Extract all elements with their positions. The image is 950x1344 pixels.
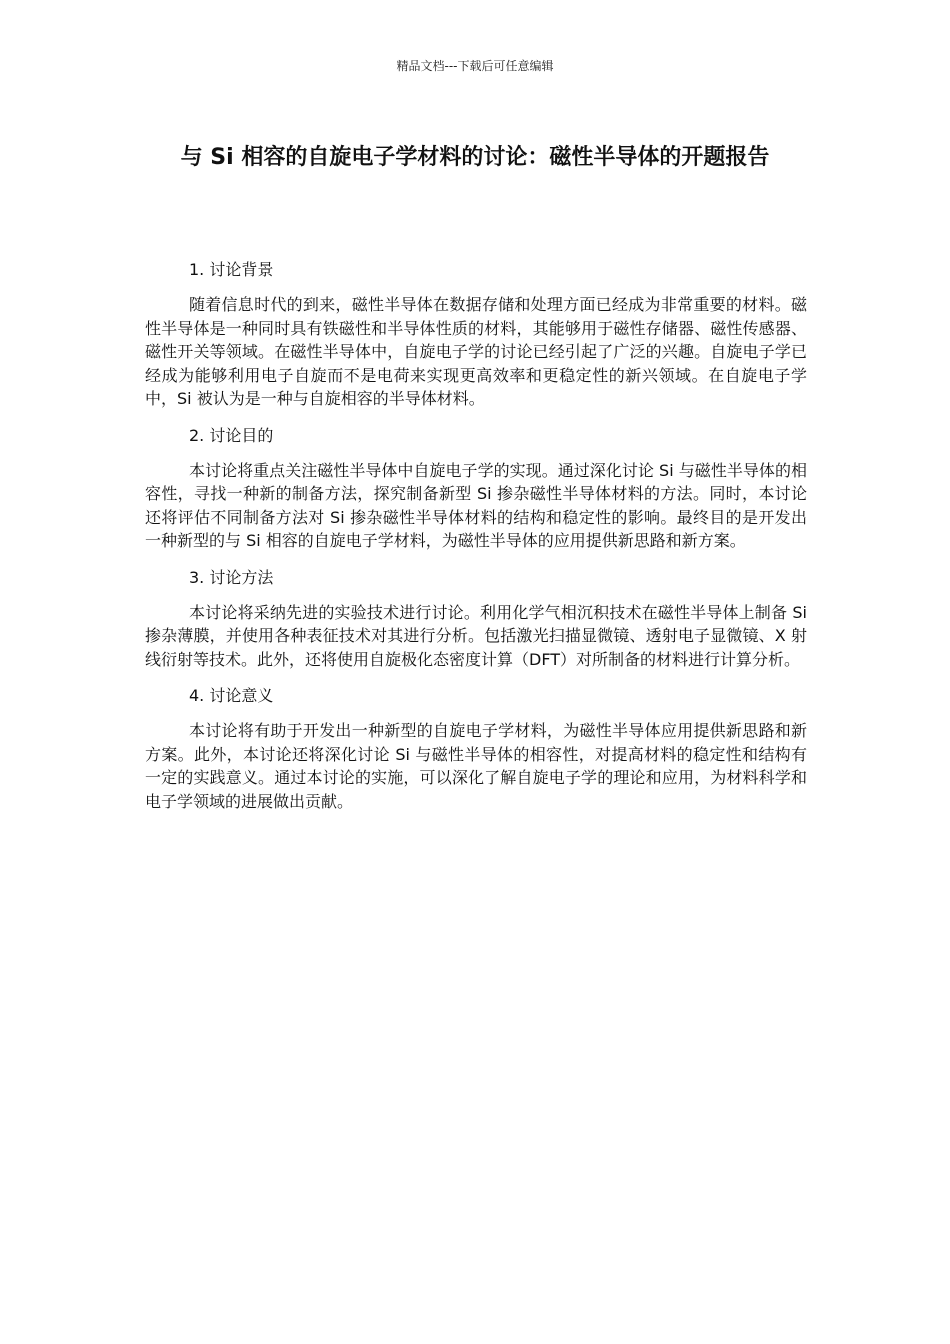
section-heading: 1. 讨论背景	[189, 260, 274, 279]
section-significance	[145, 684, 807, 813]
section-heading: 3. 讨论方法	[189, 567, 274, 587]
section-heading: 4. 讨论意义	[189, 686, 274, 705]
section-body: 本讨论将采纳先进的实验技术进行讨论。利用化学气相沉积技术在磁性半导体上制备 Si 掺杂薄膜，并使用各种表征技术对其进行分析。包括激光扫描显微镜、透射电子显微镜、X 射线衍射等技术。此外，还将使用自旋极化态密度计算（DFT）对所制备的材料进行计算分析。	[145, 602, 807, 669]
section-background	[145, 258, 807, 411]
document-content	[145, 258, 807, 826]
section-body: 随着信息时代的到来，磁性半导体在数据存储和处理方面已经成为非常重要的材料。磁性半导体是一种同时具有铁磁性和半导体性质的材料，其能够用于磁性存储器、磁性传感器、磁性开关等领域。在磁性半导体中，自旋电子学的讨论已经引起了广泛的兴趣。自旋电子学已经成为能够利用电子自旋而不是电荷来实现更高效率和更稳定性的新兴领域。在自旋电子学中，Si 被认为是一种与自旋相容的半导体材料。	[145, 295, 807, 408]
section-body: 本讨论将有助于开发出一种新型的自旋电子学材料，为磁性半导体应用提供新思路和新方案。此外，本讨论还将深化讨论 Si 与磁性半导体的相容性，对提高材料的稳定性和结构有一定的实践意义。通过本讨论的实施，可以深化了解自旋电子学的理论和应用，为材料科学和电子学领域的进展做出贡献。	[145, 721, 807, 811]
section-method	[145, 566, 807, 672]
section-heading: 2. 讨论目的	[189, 425, 274, 445]
document-title: 与 Si 相容的自旋电子学材料的讨论：磁性半导体的开题报告	[180, 145, 770, 170]
page-header: 精品文档---下载后可任意编辑	[396, 59, 554, 73]
section-body: 本讨论将重点关注磁性半导体中自旋电子学的实现。通过深化讨论 Si 与磁性半导体的相容性，寻找一种新的制备方法，探究制备新型 Si 掺杂磁性半导体材料的方法。同时，本讨论还将评估不同制备方法对 Si 掺杂磁性半导体材料的结构和稳定性的影响。最终目的是开发出一种新型的与 Si 相容的自旋电子学材料，为磁性半导体的应用提供新思路和新方案。	[145, 460, 807, 550]
section-purpose	[145, 424, 807, 553]
